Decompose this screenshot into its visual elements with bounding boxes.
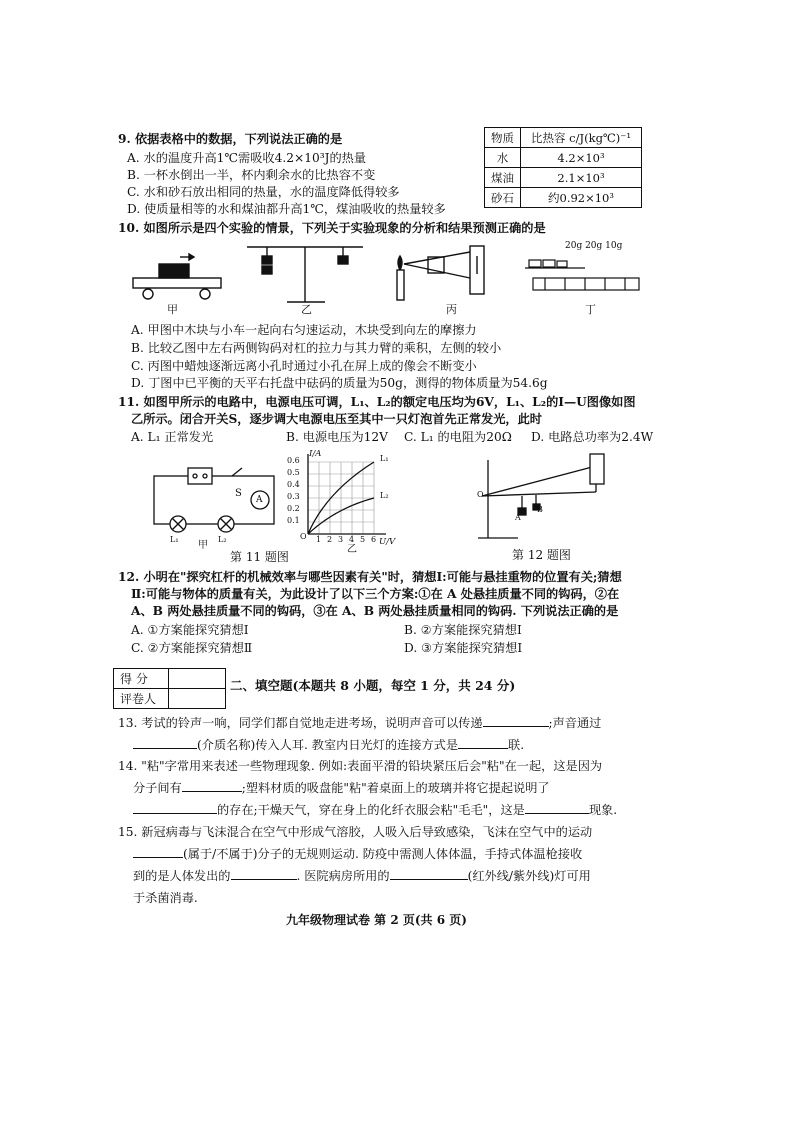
figure-pinhole [397, 246, 484, 300]
section-2-title: 二、填空题(本题共 8 小题，每空 1 分，共 24 分) [230, 678, 516, 693]
answer-blank[interactable] [458, 748, 508, 749]
q14-text: 现象. [588, 803, 618, 817]
q11-option-c: C. L₁ 的电阻为20Ω [404, 430, 512, 444]
graph-fig-label: 乙 [347, 544, 357, 555]
q12-option-c: C. ②方案能探究猜想Ⅱ [131, 641, 253, 655]
q14-line2 [133, 780, 550, 796]
graph-xtick: 5 [360, 535, 366, 544]
grader-cell[interactable] [169, 689, 226, 709]
graph-ytick: 0.3 [287, 492, 300, 501]
graph-ytick: 0.5 [287, 468, 300, 477]
q15-line4: 于杀菌消毒. [133, 891, 198, 905]
q15-text: 到的是人体发出的 [133, 869, 231, 883]
graph-ylabel: I/A [309, 449, 322, 459]
q12-lever-figure [478, 452, 638, 547]
q10-option-a: A. 甲图中木块与小车一起向右匀速运动，木块受到向左的摩擦力 [131, 323, 477, 337]
table-cell: 煤油 [485, 168, 521, 188]
graph-xlabel: U/V [379, 537, 396, 547]
figure-cart [133, 254, 221, 299]
q15-text: (属于/不属于)分子的无规则运动. 防疫中需测人体体温，手持式体温枪接收 [183, 847, 583, 861]
q9-option-b: B. 一杯水倒出一半，杯内剩余水的比热容不变 [127, 168, 376, 182]
q13-text: ;声音通过 [548, 716, 602, 730]
answer-blank[interactable] [390, 879, 468, 880]
figure-balance [525, 260, 639, 290]
graph-xtick: 6 [371, 535, 377, 544]
table-cell: 2.1×10³ [521, 168, 642, 188]
q11-option-b: B. 电源电压为12V [286, 430, 388, 444]
score-label: 得 分 [114, 669, 169, 689]
q11-option-a: A. L₁ 正常发光 [131, 430, 214, 444]
fig-label-yi: 乙 [301, 303, 312, 316]
q11-option-d: D. 电路总功率为2.4W [531, 430, 654, 444]
q9-option-d: D. 使质量相等的水和煤油都升高1℃，煤油吸收的热量较多 [127, 202, 446, 216]
q10-stem: 10. 如图所示是四个实验的情景，下列关于实验现象的分析和结果预测正确的是 [118, 221, 546, 235]
answer-blank[interactable] [133, 857, 183, 858]
q14-line3 [133, 802, 617, 818]
q11-stem-line2: 乙所示。闭合开关S，逐步调大电源电压至其中一只灯泡首先正常发光，此时 [131, 412, 542, 426]
q10-figures [125, 242, 685, 322]
table-cell: 约0.92×10³ [521, 188, 642, 208]
grader-label: 评卷人 [114, 689, 169, 709]
page-footer: 九年级物理试卷 第 2 页(共 6 页) [286, 913, 467, 927]
q12-stem-line1: 12. 小明在"探究杠杆的机械效率与哪些因素有关"时，猜想Ⅰ:可能与悬挂重物的位置有关;猜想 [118, 570, 622, 584]
table-cell: 4.2×10³ [521, 148, 642, 168]
q15-line1: 15. 新冠病毒与飞沫混合在空气中形成气溶胶，人吸入后导致感染，飞沫在空气中的运动 [118, 825, 593, 839]
q13-line2 [133, 737, 524, 753]
score-box [113, 668, 226, 709]
q14-line1: 14. "粘"字常用来表述一些物理现象. 例如:表面平滑的铅块紧压后会"粘"在一起，这是因为 [118, 759, 603, 773]
q15-line3 [133, 868, 591, 884]
q11-circuit-diagram [148, 452, 288, 547]
graph-xtick: 2 [327, 535, 333, 544]
q12-option-a: A. ①方案能探究猜想Ⅰ [131, 623, 249, 637]
answer-blank[interactable] [483, 726, 549, 727]
graph-series-l2: L₂ [380, 491, 389, 500]
q9-option-c: C. 水和砂石放出相同的热量，水的温度降低得较多 [127, 185, 400, 199]
q11-stem-line1: 11. 如图甲所示的电路中，电源电压可调，L₁、L₂的额定电压均为6V，L₁、L₂的I—U图像如图 [118, 395, 636, 409]
q12-label-a: A [515, 513, 521, 522]
q11-figure-caption: 第 11 题图 [230, 550, 289, 564]
q10-option-c: C. 丙图中蜡烛逐渐远离小孔时通过小孔在屏上成的像会不断变小 [131, 359, 477, 373]
q13-line1 [118, 715, 601, 731]
answer-blank[interactable] [182, 791, 242, 792]
q10-option-b: B. 比较乙图中左右两侧钩码对杠的拉力与其力臂的乘积，左侧的较小 [131, 341, 502, 355]
answer-blank[interactable] [231, 879, 297, 880]
q9-option-a: A. 水的温度升高1℃需吸收4.2×10³J的热量 [127, 151, 367, 165]
q12-option-b: B. ②方案能探究猜想Ⅰ [404, 623, 522, 637]
q9-stem: 9. 依据表格中的数据，下列说法正确的是 [118, 132, 343, 146]
table-header: 比热容 c/J(kg℃)⁻¹ [521, 128, 642, 148]
q14-text: 分子间有 [133, 781, 182, 795]
l1-label: L₁ [170, 535, 179, 544]
q15-text: . 医院病房所用的 [296, 869, 390, 883]
answer-blank[interactable] [525, 813, 589, 814]
q12-stem-line2: Ⅱ:可能与物体的质量有关，为此设计了以下三个方案:①在 A 处悬挂质量不同的钩码，②在 [131, 587, 620, 601]
graph-series-l1: L₁ [380, 454, 389, 463]
graph-xtick: 3 [338, 535, 344, 544]
q13-text: 联. [508, 738, 525, 752]
fig-label-ding: 丁 [585, 303, 596, 316]
fig-label-jia: 甲 [167, 303, 178, 316]
weights-label: 20g 20g 10g [565, 241, 623, 251]
q12-label-b: B [537, 505, 543, 514]
figure-lever [247, 247, 363, 302]
score-cell[interactable] [169, 669, 226, 689]
graph-ytick: 0.6 [287, 456, 300, 465]
q15-line2 [133, 846, 582, 862]
graph-xtick: O [300, 532, 307, 541]
q15-text: (红外线/紫外线)灯可用 [467, 869, 591, 883]
answer-blank[interactable] [133, 748, 197, 749]
ammeter-label: A [256, 495, 263, 505]
q13-text: 13. 考试的铃声一响，同学们都自觉地走进考场，说明声音可以传递 [118, 716, 483, 730]
q12-figure-caption: 第 12 题图 [512, 548, 571, 562]
q12-stem-line3: A、B 两处悬挂质量不同的钩码，③在 A、B 两处悬挂质量相同的钩码. 下列说法正确的是 [131, 604, 619, 618]
switch-label: S [235, 488, 242, 499]
answer-blank[interactable] [133, 813, 217, 814]
graph-xtick: 4 [349, 535, 355, 544]
q12-label-o: O [477, 490, 484, 499]
graph-ytick: 0.1 [287, 516, 300, 525]
circuit-fig-label: 甲 [198, 540, 208, 551]
q13-text: (介质名称)传入人耳. 教室内日光灯的连接方式是 [197, 738, 459, 752]
table-cell: 水 [485, 148, 521, 168]
graph-ytick: 0.2 [287, 504, 300, 513]
q14-text: 的存在;干燥天气，穿在身上的化纤衣服会粘"毛毛"，这是 [217, 803, 525, 817]
q12-option-d: D. ③方案能探究猜想Ⅰ [404, 641, 523, 655]
graph-xtick: 1 [316, 535, 322, 544]
table-header: 物质 [485, 128, 521, 148]
l2-label: L₂ [218, 535, 227, 544]
q14-text: ;塑料材质的吸盘能"粘"着桌面上的玻璃并将它提起说明了 [241, 781, 550, 795]
q10-option-d: D. 丁图中已平衡的天平右托盘中砝码的质量为50g，测得的物体质量为54.6g [131, 376, 548, 390]
graph-ytick: 0.4 [287, 480, 300, 489]
table-cell: 砂石 [485, 188, 521, 208]
fig-label-bing: 丙 [446, 303, 457, 316]
heat-capacity-table [484, 127, 642, 208]
